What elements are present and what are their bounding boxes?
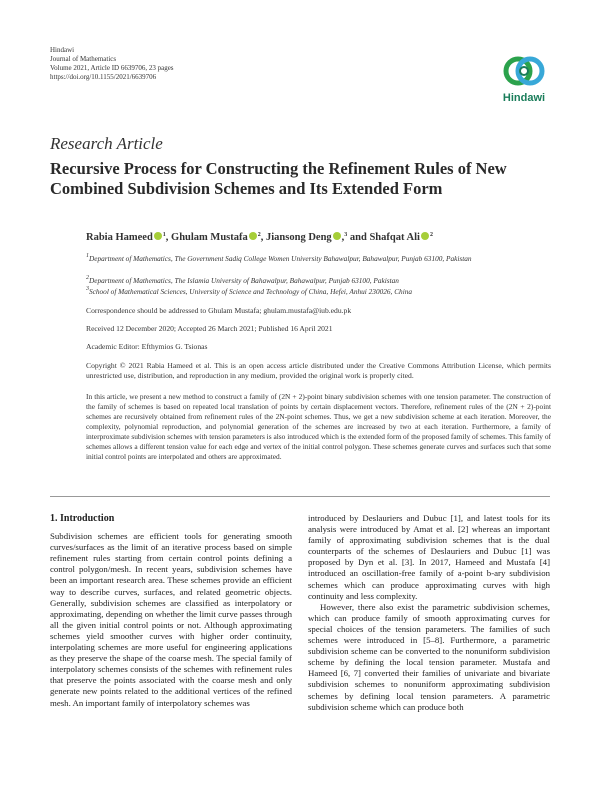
abstract: In this article, we present a new method to construct a family of (2N + 2)-point binary subdivision schemes with one tension parameter. The construction of the family of schemes is based on repeated local translation of points by certain displacement vectors. Therefore, refinement rules of the (2N + 2)-point schemes are recursively obtained from refinement rules of the 2N-point schemes. Thus, we get a new subdivision scheme at each iteration. Moreover, the complexity, polynomial reproduction, and polynomial generation of the schemes are increased by two at each iteration. Furthermore, a family of interproximate subdivision schemes with tension parameters is also introduced which is the extended form of the proposed family of schemes. This family of schemes allows a different tension value for each edge and vertex of the initial control polygon. These schemes generate curves and surfaces such that some initial control points are interpolated and others are approximated. [86,392,551,461]
correspondence: Correspondence should be addressed to Ghulam Mustafa; ghulam.mustafa@iub.edu.pk [86,306,352,315]
separator: , [165,232,169,243]
doi-link[interactable]: https://doi.org/10.1155/2021/6639706 [50,73,157,81]
author-name: Shafqat Ali [369,232,420,243]
affiliation-text: Department of Mathematics, The Islamia University of Bahawalpur, Bahawalpur, Punjab 63100, Pakistan [89,276,399,285]
body-column-left [50,513,292,709]
copyright-notice: Copyright © 2021 Rabia Hameed et al. This is an open access article distributed under the Creative Commons Attribution License, which permits unrestricted use, distribution, and reproduction in any medium, provided the original work is properly cited. [86,361,551,380]
author-affiliation-sup: 2 [257,232,261,238]
author-name: Ghulam Mustafa [171,232,248,243]
author-name: Rabia Hameed [86,232,153,243]
separator: , [260,232,264,243]
publisher-name: Hindawi [50,46,75,54]
affiliation-text: Department of Mathematics, The Government Sadiq College Women University Bahawalpur, Bahawalpur, Punjab 63100, Pakistan [89,254,472,263]
author-name: Jiansong Deng [266,232,332,243]
paper-title: Recursive Process for Constructing the Refinement Rules of New Combined Subdivision Schemes and Its Extended Form [50,159,507,198]
orcid-icon[interactable] [421,232,429,240]
affiliation-3 [86,285,551,297]
section-heading: 1. Introduction [50,513,115,524]
journal-info [50,46,174,82]
article-type: Research Article [50,134,163,153]
logo-text: Hindawi [502,92,546,104]
affiliation-1 [86,252,551,264]
affiliation-sup: 2 [86,275,89,281]
separator: and [347,232,370,243]
affiliation-sup: 1 [86,253,89,259]
volume-line: Volume 2021, Article ID 6639706, 23 pages [50,64,174,72]
orcid-icon[interactable] [154,232,162,240]
separator: , [341,232,345,243]
section-divider [50,496,550,497]
affiliation-2 [86,274,551,286]
affiliation-text: School of Mathematical Sciences, University of Science and Technology of China, Hefei, Anhui 230026, China [89,287,413,296]
publication-dates: Received 12 December 2020; Accepted 26 March 2021; Published 16 April 2021 [86,324,333,333]
author-affiliation-sup: 2 [429,232,433,238]
author-affiliation-sup: 1 [162,232,166,238]
author-affiliation-sup: 3 [344,232,348,238]
author-list [86,232,433,243]
paragraph: introduced by Deslauriers and Dubuc [1], and latest tools for its analysis were introduced by Amat et al. [2] whereas an important family of approximating subdivision schemes that is the dual counterparts of the schemes of Deslauriers and Dubuc [1] was proposed by Dyn et al. [3]. In 2017, Hameed and Mustafa [4] introduced an oscillation-free family of a-point b-ary subdivision schemes which can produce approximating curves with high continuity and less complexity. [308,513,550,601]
journal-name: Journal of Mathematics [50,55,117,63]
academic-editor: Academic Editor: Efthymios G. Tsionas [86,342,208,351]
orcid-icon[interactable] [249,232,257,240]
body-column-right [308,513,550,713]
orcid-icon[interactable] [333,232,341,240]
affiliation-sup: 3 [86,286,89,292]
paragraph: However, there also exist the parametric subdivision schemes, which can produce family of smooth approximating curves for special choices of the tension parameters. The families of such schemes were introduced in [5–8]. Furthermore, a parametric subdivision scheme can be converted to the nonuniform subdivision scheme by defining the local tension parameter. Mustafa and Hameed [6, 7] converted their families of univariate and bivariate subdivision schemes to nonuniform approximating subdivision schemes by defining local tension parameters. A parametric subdivision scheme which can produce both [308,601,550,712]
paragraph: Subdivision schemes are efficient tools for generating smooth curves/surfaces as the limit of an iterative process based on simple refinement rules starting from certain control points defining a control polygon/mesh. In recent years, subdivision schemes have been an important research area. These schemes provide an efficient way to describe curves, surfaces, and related geometric objects. Generally, subdivision schemes are classified as interpolatory or approximating, depending on whether the limit curve passes through all the given initial control points or not. Although approximating schemes yield smoother curves with higher order continuity, interpolating schemes are more useful for engineering applications as they preserve the shape of the coarse mesh. The special family of interpolatory schemes consists of the schemes with refinement rules that preserve the points associated with the coarse mesh and only generate new points related to the additional vertices of the refined mesh. An important family of interpolatory schemes was [50,531,292,708]
